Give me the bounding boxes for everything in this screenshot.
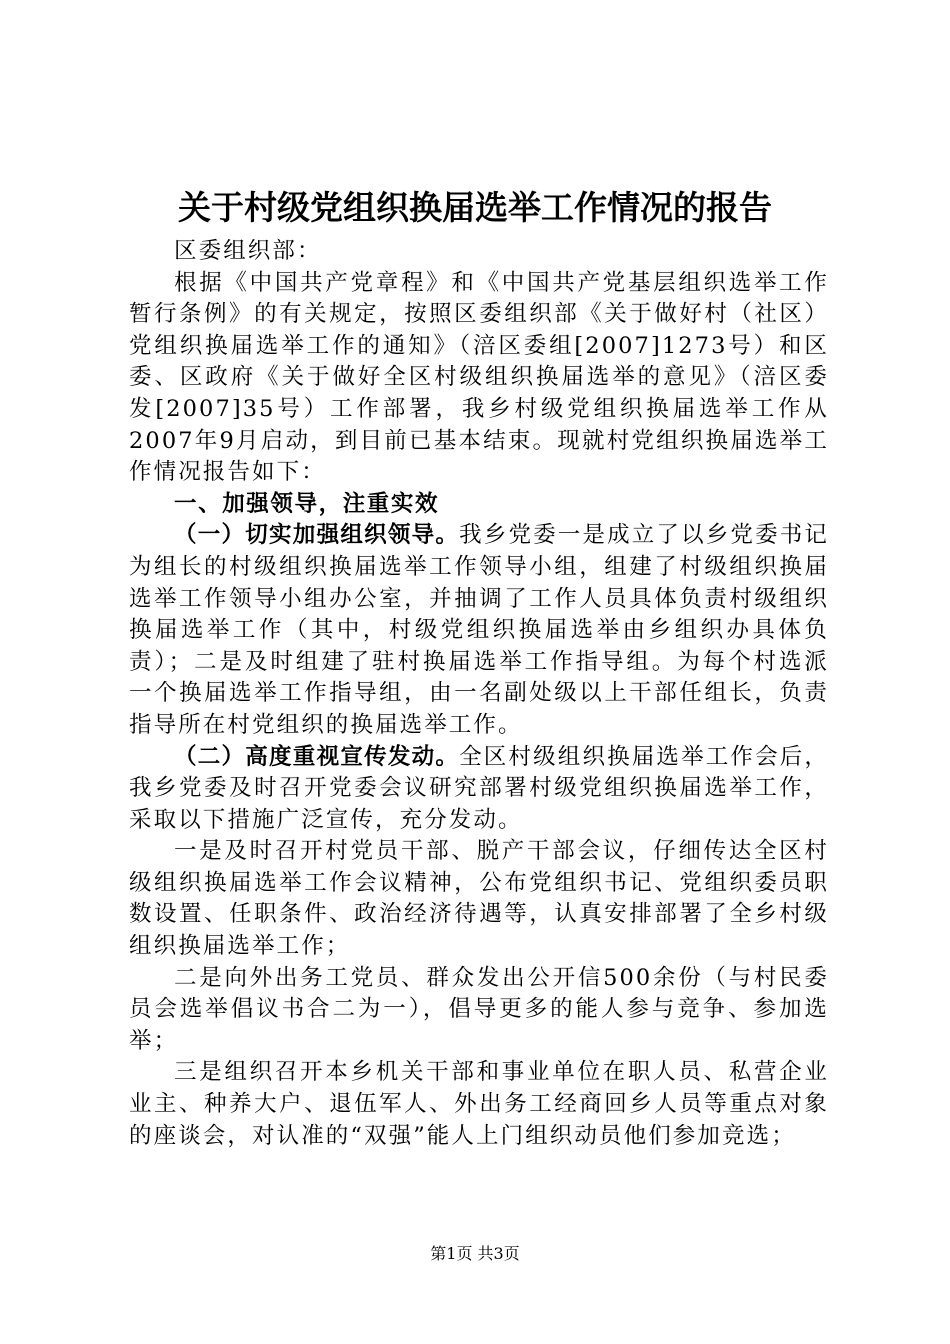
- paragraph-1: [129, 520, 829, 741]
- document-title: 关于村级党组织换届选举工作情况的报告: [178, 188, 772, 227]
- paragraph-1-body: 我乡党委一是成立了以乡党委书记为组长的村级组织换届选举工作领导小组，组建了村级组织换届选举工作领导小组办公室，并抽调了工作人员具体负责村级组织换届选举工作（其中，村级党组织换届选举由乡组织办具体负责）；二是及时组建了驻村换届选举工作指导组。为每个村选派一个换届选举工作指导组，由一名副处级以上干部任组长，负责指导所在村党组织的换届选举工作。: [129, 522, 829, 738]
- paragraph-2-body: 全区村级组织换届选举工作会后，我乡党委及时召开党委会议研究部署村级党组织换届选举工作，采取以下措施广泛宣传，充分发动。: [129, 743, 829, 833]
- list-item-1: 一是及时召开村党员干部、脱产干部会议，仔细传达全区村级组织换届选举工作会议精神，公布党组织书记、党组织委员职数设置、任职条件、政治经济待遇等，认真安排部署了全乡村级组织换届选举工作；: [129, 838, 829, 960]
- intro-paragraph: 根据《中国共产党章程》和《中国共产党基层组织选举工作暂行条例》的有关规定，按照区委组织部《关于做好村（社区）党组织换届选举工作的通知》（涪区委组[2007]1273号）和区委、区政府《关于做好全区村级组织换届选举的意见》（涪区委发[2007]35号）工作部署，我乡村级党组织换届选举工作从2007年9月启动，到目前已基本结束。现就村党组织换届选举工作情况报告如下：: [129, 269, 829, 486]
- document-body: [129, 236, 829, 1152]
- section-heading-1: 一、加强领导，注重实效: [174, 490, 440, 517]
- list-item-2: 二是向外出务工党员、群众发出公开信500余份（与村民委员会选举倡议书合二为一），倡导更多的能人参与竞争、参加选举；: [129, 964, 829, 1054]
- paragraph-2: [129, 742, 829, 837]
- paragraph-1-heading: （一）切实加强组织领导。: [174, 522, 460, 549]
- paragraph-2-heading: （二）高度重视宣传发动。: [174, 743, 460, 770]
- salutation: 区委组织部：: [174, 238, 322, 264]
- list-item-3: 三是组织召开本乡机关干部和事业单位在职人员、私营企业业主、种养大户、退伍军人、外出务工经商回乡人员等重点对象的座谈会，对认准的“双强”能人上门组织动员他们参加竞选；: [129, 1059, 829, 1149]
- page-footer: 第1页 共3页: [430, 1244, 520, 1263]
